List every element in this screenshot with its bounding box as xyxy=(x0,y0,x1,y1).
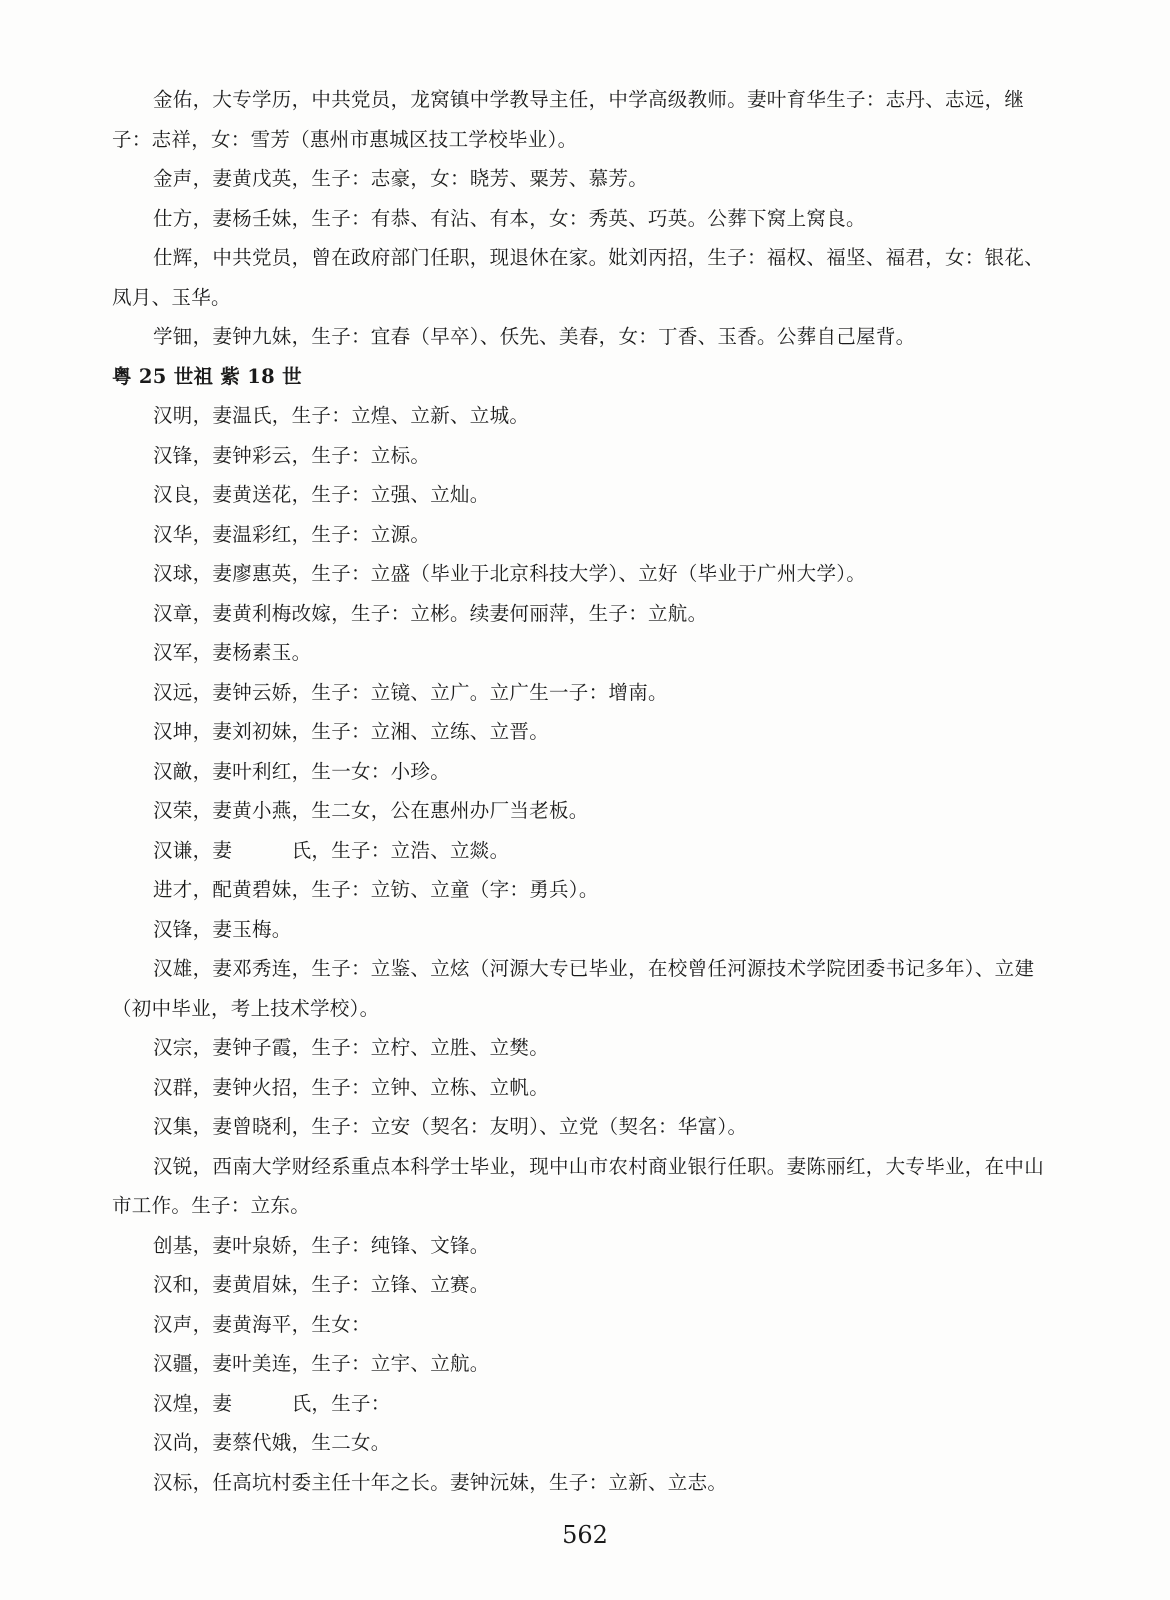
entry-hanhuang: 汉煌，妻 氏，生子： xyxy=(153,1391,391,1415)
generation-heading: 粤 25 世祖 紫 18 世 xyxy=(112,364,302,388)
entry-shifang: 仕方，妻杨壬妹，生子：有恭、有沾、有本，女：秀英、巧英。公葬下窝上窝良。 xyxy=(153,206,866,230)
entry-hanxiong: 汉雄，妻邓秀连，生子：立鉴、立炫（河源大专已毕业，在校曾任河源技术学院团委书记多年）、立建（初中毕业，考上技术学校）。 xyxy=(112,957,1035,1020)
entry-hanqian: 汉谦，妻 氏，生子：立浩、立燚。 xyxy=(153,838,510,862)
entry-shihui: 仕辉，中共党员，曾在政府部门任职，现退休在家。妣刘丙招，生子：福权、福坚、福君，女：银花、凤月、玉华。 xyxy=(112,246,1045,309)
entry-jinyou: 金佑，大专学历，中共党员，龙窝镇中学教导主任，中学高级教师。妻叶育华生子：志丹、志远，继子：志祥，女：雪芳（惠州市惠城区技工学校毕业）。 xyxy=(112,88,1025,151)
entry-hanshang: 汉尚，妻蔡代娥，生二女。 xyxy=(153,1431,391,1454)
entry-hanqun: 汉群，妻钟火招，生子：立钟、立栋、立帆。 xyxy=(153,1075,550,1099)
entry-chuangji: 创基，妻叶泉娇，生子：纯锋、文锋。 xyxy=(153,1233,490,1257)
entry-hankun: 汉坤，妻刘初妹，生子：立湘、立练、立晋。 xyxy=(153,720,550,743)
entry-hanliang: 汉良，妻黄送花，生子：立强、立灿。 xyxy=(153,483,490,506)
entry-hanfeng: 汉锋，妻钟彩云，生子：立标。 xyxy=(153,443,431,467)
entry-hanji: 汉集，妻曾晓利，生子：立安（契名：友明）、立党（契名：华富）。 xyxy=(153,1115,748,1138)
entry-hanzong: 汉宗，妻钟子霞，生子：立柠、立胜、立樊。 xyxy=(153,1036,550,1059)
entry-handi: 汉敵，妻叶利红，生一女：小珍。 xyxy=(153,759,451,783)
entry-hanrong: 汉荣，妻黄小燕，生二女，公在惠州办厂当老板。 xyxy=(153,799,589,822)
entry-hanzhang: 汉章，妻黄利梅改嫁，生子：立彬。续妻何丽萍，生子：立航。 xyxy=(153,601,708,625)
entry-jinsheng: 金声，妻黄戊英，生子：志豪，女：晓芳、粟芳、慕芳。 xyxy=(153,167,649,190)
entry-hanjun: 汉军，妻杨素玉。 xyxy=(153,641,312,664)
entry-hanqiu: 汉球，妻廖惠英，生子：立盛（毕业于北京科技大学）、立好（毕业于广州大学）。 xyxy=(153,562,867,585)
entry-xuetian: 学钿，妻钟九妹，生子：宜春（早卒）、仸先、美春，女：丁香、玉香。公葬自己屋背。 xyxy=(153,325,916,348)
entry-hanbiao: 汉标，任高坑村委主任十年之长。妻钟沅妹，生子：立新、立志。 xyxy=(153,1470,728,1494)
page-number: 562 xyxy=(562,1521,608,1549)
entry-hansheng: 汉声，妻黄海平，生女： xyxy=(153,1312,371,1336)
entry-jincai: 进才，配黄碧妹，生子：立钫、立童（字：勇兵）。 xyxy=(153,878,599,901)
entry-hanming: 汉明，妻温氏，生子：立煌、立新、立城。 xyxy=(153,404,530,427)
entry-hanyuan: 汉远，妻钟云娇，生子：立镜、立广。立广生一子：增南。 xyxy=(153,680,668,704)
genealogy-text xyxy=(112,80,1047,1502)
entry-hanhe: 汉和，妻黄眉妹，生子：立锋、立赛。 xyxy=(153,1273,490,1296)
entry-hanhua: 汉华，妻温彩红，生子：立源。 xyxy=(153,522,431,546)
entry-hanfeng-2: 汉锋，妻玉梅。 xyxy=(153,917,292,941)
entry-hanrui: 汉锐，西南大学财经系重点本科学士毕业，现中山市农村商业银行任职。妻陈丽红，大专毕业，在中山市工作。生子：立东。 xyxy=(112,1154,1045,1217)
entry-hanjiang: 汉疆，妻叶美连，生子：立宇、立航。 xyxy=(153,1352,490,1375)
